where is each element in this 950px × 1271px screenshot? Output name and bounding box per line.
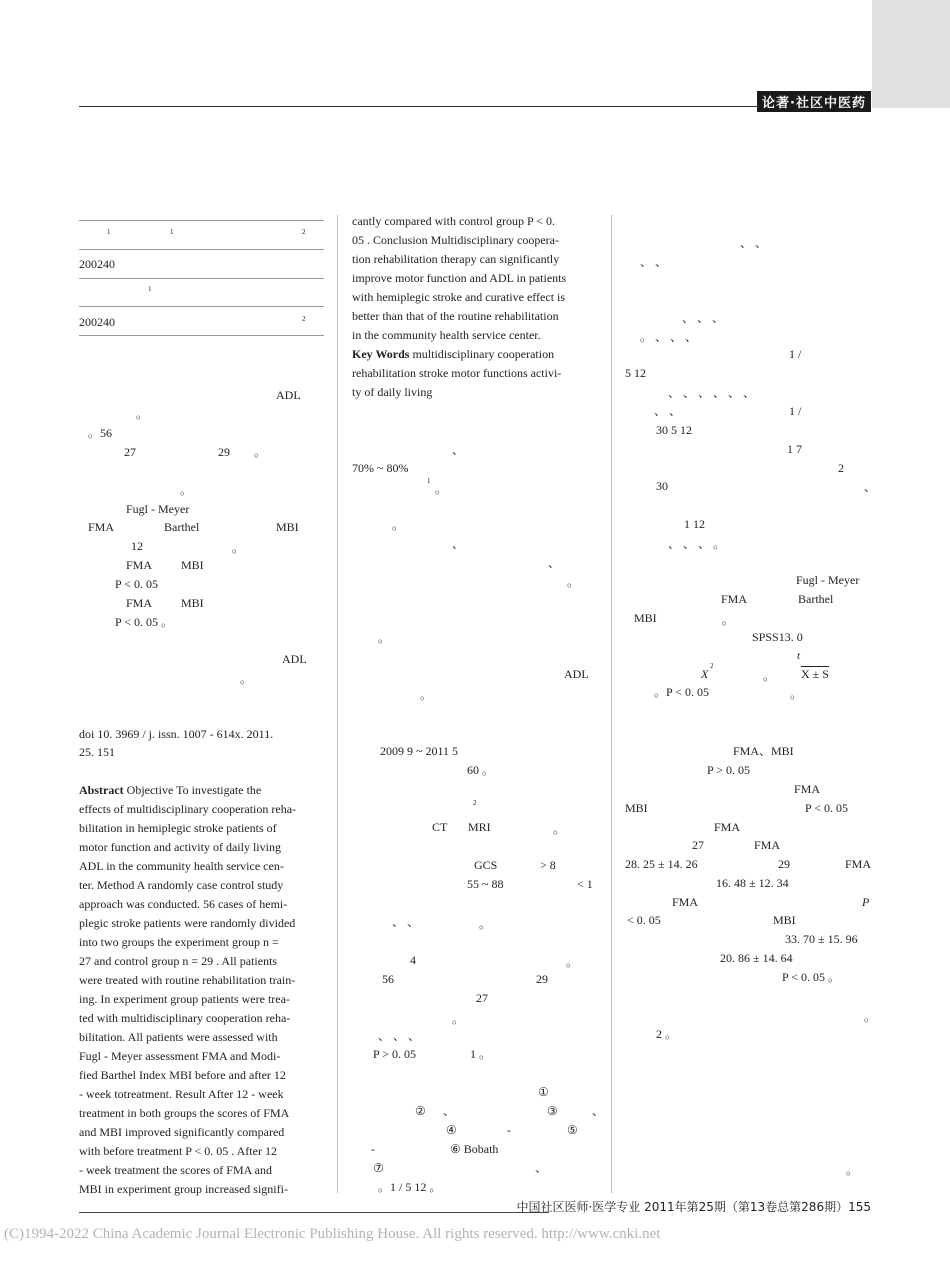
methods-token: 1 7: [787, 442, 802, 456]
methods-token: 。: [722, 613, 735, 627]
abs-token: P < 0. 05 。: [115, 615, 173, 629]
methods-token: 、 、 、 。: [668, 537, 726, 551]
abstract-line: fied Barthel Index MBI before and after 12: [79, 1068, 286, 1082]
results-token: 。: [864, 1010, 877, 1024]
abs-token: MBI: [181, 558, 204, 572]
abs-token: 。: [254, 445, 267, 459]
methods-token: 、: [864, 480, 877, 494]
methods-token: 。: [566, 955, 579, 969]
methods-token: 27: [476, 991, 488, 1005]
methods-token: 30 5 12: [656, 423, 692, 437]
intro-token: 。: [420, 688, 433, 702]
methods-token: P > 0. 05: [373, 1047, 416, 1061]
results-token: P < 0. 05: [805, 801, 848, 815]
abstract-line: 27 and control group n = 29 . All patients: [79, 954, 278, 968]
abstract-line: ADL in the community health service cen-: [79, 859, 284, 873]
methods-token: MBI: [634, 611, 657, 625]
abs-token: 。: [180, 483, 193, 497]
methods-token: 30: [656, 479, 668, 493]
methods-token: 、 、: [740, 236, 768, 250]
methods-token: ②: [415, 1104, 426, 1118]
results-token: 20. 86 ± 14. 64: [720, 951, 793, 965]
results-token: 27: [692, 838, 704, 852]
intro-token: 。: [378, 631, 391, 645]
methods-token: ⑤: [567, 1123, 578, 1137]
methods-token: Barthel: [798, 592, 834, 606]
abstract-line: better than that of the routine rehabilitation: [352, 309, 559, 323]
affil-zip: 200240: [79, 315, 115, 329]
abstract-line: approach was conducted. 56 cases of hemi-: [79, 897, 288, 911]
abs-token: FMA: [88, 520, 115, 534]
methods-token: 1 /: [789, 404, 802, 418]
results-token: 2 。: [656, 1027, 678, 1041]
abstract-line: cantly compared with control group P < 0.: [352, 214, 555, 228]
abs-token: Barthel: [164, 520, 200, 534]
methods-token: 。P < 0. 05: [654, 685, 709, 699]
intro-token: 、: [452, 443, 465, 457]
methods-token: t: [797, 650, 801, 662]
abstract-line: tion rehabilitation therapy can significantly: [352, 252, 560, 266]
methods-token: 29: [536, 972, 548, 986]
methods-token: -: [507, 1123, 511, 1137]
abstract-line: - week totreatment. Result After 12 - week: [79, 1087, 284, 1101]
abs-token: 29: [218, 445, 230, 459]
abstract-line: in the community health service center.: [352, 328, 541, 342]
abs-token: MBI: [276, 520, 299, 534]
column-divider: [337, 215, 338, 1193]
abstract-line: with hemiplegic stroke and curative effect is: [352, 290, 566, 304]
methods-token: 5 12: [625, 366, 646, 380]
affil-rule: [79, 278, 324, 279]
methods-token: 2: [473, 799, 477, 807]
keywords-line: rehabilitation stroke motor functions activi-: [352, 366, 562, 380]
abs-token: FMA: [126, 558, 153, 572]
abs-token: FMA: [126, 596, 153, 610]
methods-token: X: [701, 667, 709, 681]
methods-token: GCS: [474, 858, 498, 872]
abs-token: 。56: [88, 426, 113, 440]
methods-token: ④: [446, 1123, 457, 1137]
results-token: FMA: [672, 895, 699, 909]
journal-footer: 中国社区医师·医学专业 2011年第25期（第13卷总第286期）155: [516, 1200, 871, 1214]
results-token: FMA: [794, 782, 821, 796]
abs-token: Fugl - Meyer: [126, 502, 190, 516]
methods-token: 55 ~ 88: [467, 877, 504, 891]
methods-token: 60 。: [467, 763, 495, 777]
keywords-label: Key Words: [352, 347, 410, 361]
abstract-line: and MBI improved significantly compared: [79, 1125, 285, 1139]
methods-token: 。: [452, 1012, 465, 1026]
affil-rule: [79, 249, 324, 250]
keywords-line: multidisciplinary cooperation: [409, 347, 555, 361]
abstract-line: ter. Method A randomly case control study: [79, 878, 284, 892]
methods-token: 、 、: [640, 255, 668, 269]
results-token: < 0. 05: [627, 913, 661, 927]
methods-token: CT: [432, 820, 448, 834]
methods-token: 56: [382, 972, 394, 986]
methods-token: < 1: [577, 877, 593, 891]
results-token: FMA: [845, 857, 872, 871]
results-token: P: [862, 895, 870, 909]
column-divider: [611, 215, 612, 1193]
page-corner-tab: [872, 0, 950, 108]
methods-token: ⑥ Bobath: [450, 1142, 499, 1156]
copyright-notice: (C)1994-2022 China Academic Journal Electronic Publishing House. All rights reserved. http://www.cnki.net: [4, 1226, 661, 1242]
abstract-line: were treated with routine rehabilitation train-: [79, 973, 296, 987]
results-token: 29: [778, 857, 790, 871]
affil-sup: 2: [302, 315, 306, 323]
methods-token: ①: [538, 1085, 549, 1099]
methods-token: FMA: [721, 592, 748, 606]
methods-token: 、 、 、: [682, 311, 725, 325]
results-token: 。: [846, 1163, 859, 1177]
methods-token: 、 、: [654, 404, 682, 418]
methods-token: 2: [710, 662, 714, 670]
doi-line: 25. 151: [79, 745, 115, 759]
affil-sup: 1: [170, 228, 174, 236]
section-tag: 论著·社区中医药: [757, 91, 871, 112]
results-token: P > 0. 05: [707, 763, 750, 777]
abstract-line: bilitation in hemiplegic stroke patients of: [79, 821, 277, 835]
affil-sup: 2: [302, 228, 306, 236]
methods-token: 1 。: [470, 1047, 492, 1061]
methods-token: 、: [535, 1161, 548, 1175]
intro-token: 1: [427, 477, 431, 485]
keywords-line: ty of daily living: [352, 385, 433, 399]
abstract-line: Objective To investigate the: [123, 783, 262, 797]
abs-token: MBI: [181, 596, 204, 610]
intro-token: 。: [392, 518, 405, 532]
header-rule: [79, 106, 871, 107]
abstract-line: with before treatment P < 0. 05 . After 12: [79, 1144, 277, 1158]
abstract-line: treatment in both groups the scores of FMA: [79, 1106, 290, 1120]
abstract-line: MBI in experiment group increased signifi-: [79, 1182, 288, 1196]
methods-token: 、 、 、 、 、 、: [668, 386, 756, 400]
methods-token: 1 /: [789, 347, 802, 361]
methods-token: 。: [553, 822, 566, 836]
methods-token: 4: [410, 953, 416, 967]
results-token: MBI: [625, 801, 648, 815]
affil-rule: [79, 335, 324, 336]
abstract-line: into two groups the experiment group n =: [79, 935, 279, 949]
methods-token: 、: [443, 1104, 456, 1118]
methods-token: SPSS13. 0: [752, 630, 803, 644]
methods-token: -: [371, 1142, 375, 1156]
results-token: 16. 48 ± 12. 34: [716, 876, 789, 890]
abs-token: 27: [124, 445, 136, 459]
methods-token: 1 12: [684, 517, 705, 531]
methods-token: 2009 9 ~ 2011 5: [380, 744, 459, 758]
results-token: 28. 25 ± 14. 26: [625, 857, 698, 871]
results-token: FMA、MBI: [733, 744, 794, 758]
abs-token: ADL: [282, 652, 307, 666]
methods-token: 。: [479, 917, 492, 931]
abs-token: 12: [131, 539, 143, 553]
methods-token: 。: [790, 687, 803, 701]
affil-sup: 1: [148, 285, 152, 293]
methods-token: 、 、: [392, 915, 420, 929]
methods-token: 。: [763, 669, 776, 683]
intro-token: 。: [567, 575, 580, 589]
affil-rule: [79, 306, 324, 307]
abstract-line: motor function and activity of daily living: [79, 840, 281, 854]
doi-line: doi 10. 3969 / j. issn. 1007 - 614x. 2011.: [79, 727, 274, 741]
methods-token: Fugl - Meyer: [796, 573, 860, 587]
affil-rule: [79, 220, 324, 221]
abs-token: 。: [232, 541, 245, 555]
methods-token: 2: [838, 461, 844, 475]
abstract-line: plegic stroke patients were randomly divided: [79, 916, 296, 930]
abstract-line: ted with multidisciplinary cooperation reha-: [79, 1011, 291, 1025]
intro-token: ADL: [564, 667, 589, 681]
methods-token: ③: [547, 1104, 558, 1118]
abstract-line: Fugl - Meyer assessment FMA and Modi-: [79, 1049, 281, 1063]
abstract-label: Abstract: [79, 783, 124, 797]
abstract-line: effects of multidisciplinary cooperation reha-: [79, 802, 297, 816]
intro-token: 70% ~ 80%: [352, 461, 409, 475]
methods-token: X ± S: [801, 667, 829, 681]
intro-token: 、: [452, 537, 465, 551]
abs-token: 。: [136, 407, 149, 421]
intro-token: 。: [435, 482, 448, 496]
results-token: FMA: [714, 820, 741, 834]
abs-token: P < 0. 05: [115, 577, 158, 591]
methods-token: 、 、 、: [378, 1029, 421, 1043]
methods-token: 。1 / 5 12 。: [378, 1180, 442, 1194]
methods-token: 。 、 、 、: [640, 330, 698, 344]
abstract-line: ing. In experiment group patients were trea-: [79, 992, 290, 1006]
affil-zip: 200240: [79, 257, 115, 271]
footer-rule: [79, 1212, 549, 1213]
intro-token: 、: [548, 556, 561, 570]
abs-token: ADL: [276, 388, 301, 402]
methods-token: ⑦: [373, 1161, 384, 1175]
abstract-line: improve motor function and ADL in patients: [352, 271, 567, 285]
methods-token: 、: [592, 1104, 605, 1118]
results-token: MBI: [773, 913, 796, 927]
abstract-line: - week treatment the scores of FMA and: [79, 1163, 272, 1177]
abs-token: 。: [240, 672, 253, 686]
results-token: 33. 70 ± 15. 96: [785, 932, 858, 946]
results-token: P < 0. 05 。: [782, 970, 840, 984]
methods-token: MRI: [468, 820, 491, 834]
methods-token: > 8: [540, 858, 556, 872]
results-token: FMA: [754, 838, 781, 852]
affil-sup: 1: [107, 228, 111, 236]
abstract-line: 05 . Conclusion Multidisciplinary coopera-: [352, 233, 559, 247]
abstract-line: bilitation. All patients were assessed with: [79, 1030, 278, 1044]
